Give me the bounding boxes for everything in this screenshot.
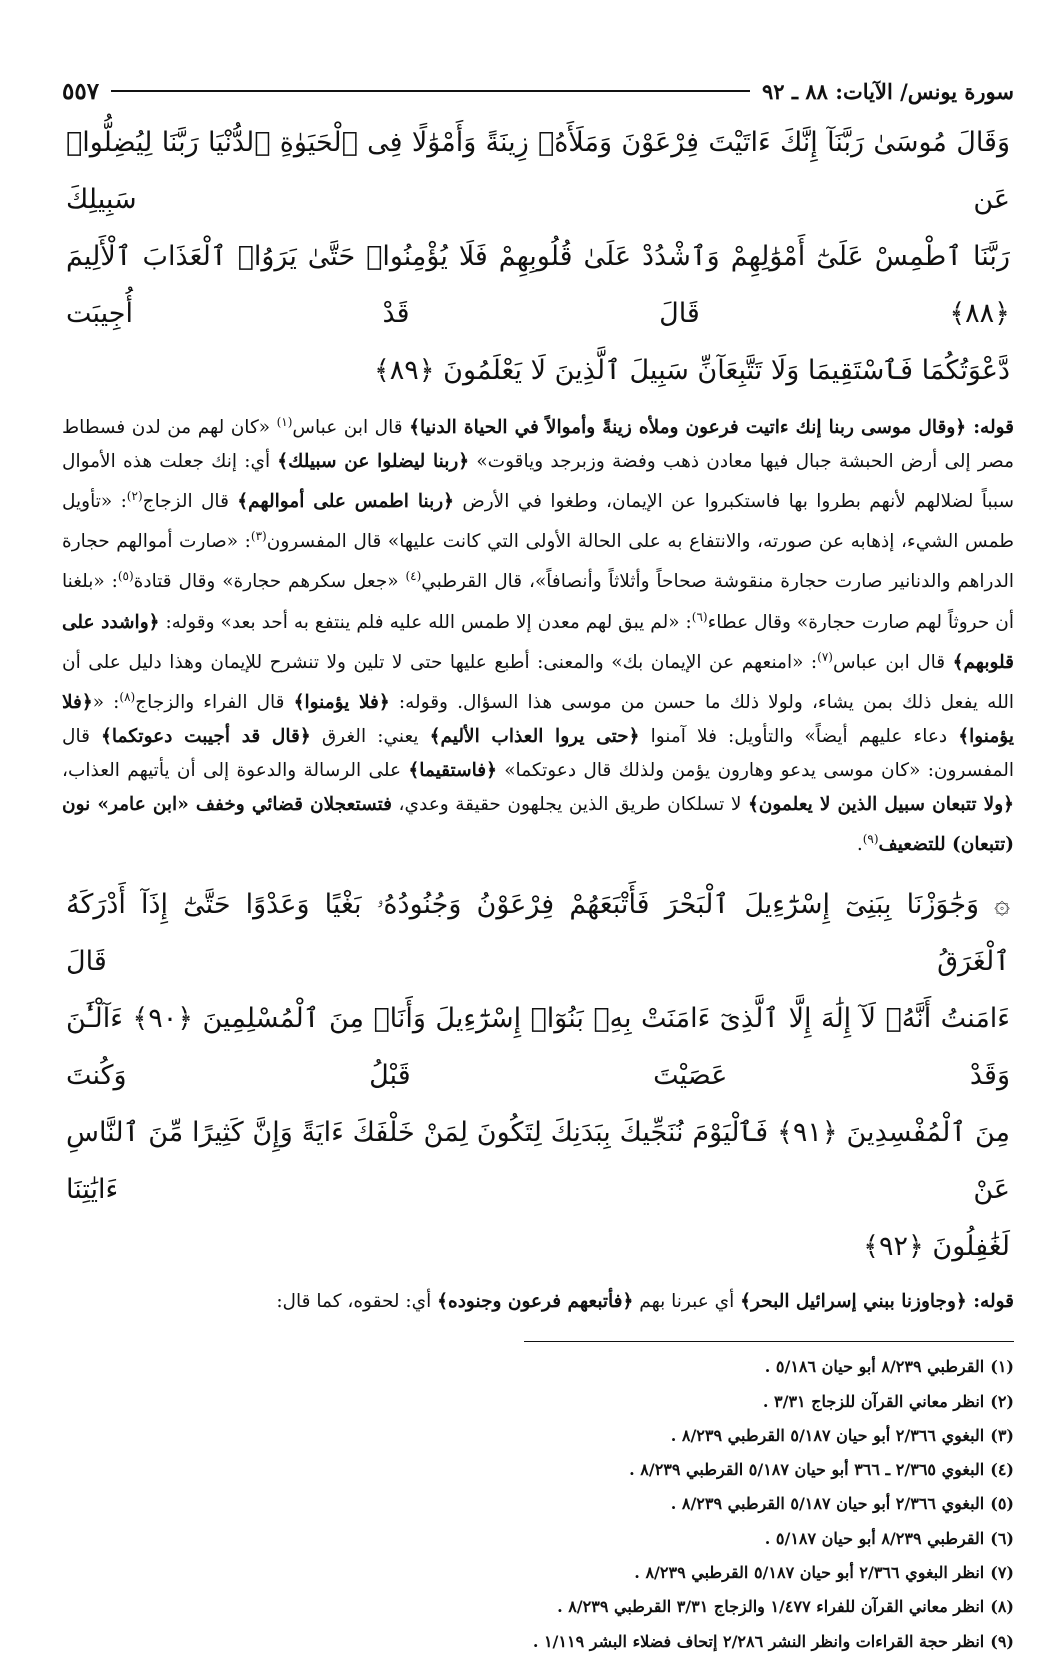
footnote-reference: (١) xyxy=(276,415,293,429)
footnote-number: (٤) xyxy=(990,1460,1014,1480)
footnote-reference: (٦) xyxy=(691,609,708,624)
quran-verses-88-89 xyxy=(66,114,1010,399)
footnote-number: (٩) xyxy=(990,1631,1014,1651)
footnote xyxy=(62,1453,1014,1487)
footnote-number: (٢) xyxy=(990,1391,1014,1411)
footnote-text: البغوي ٢/٣٦٦ أبو حيان ٥/١٨٧ القرطبي ٨/٢٣٩ . xyxy=(670,1425,985,1445)
footnote-number: (٥) xyxy=(990,1494,1014,1514)
commentary-text: . xyxy=(856,834,863,856)
commentary-text: قال المفسرون: «كان موسى يدعو وهارون يؤمن ولذلك قال دعوتكما» xyxy=(62,726,1014,782)
commentary-text: قال ابن عباس xyxy=(832,651,953,673)
bold-quote: ﴿واشدد على قلوبهم﴾ xyxy=(62,611,1015,673)
bold-quote: ﴿فلا يؤمنوا﴾ xyxy=(293,692,390,714)
footnote xyxy=(62,1350,1014,1384)
bold-quote: قوله: xyxy=(966,1291,1014,1313)
bold-quote: ﴿قال قد أجيبت دعوتكما﴾ xyxy=(101,726,311,748)
verse-line: ۞ وَجَٰوَزْنَا بِبَنِىٓ إِسْرَٰٓءِيلَ ٱلْبَحْرَ فَأَتْبَعَهُمْ فِرْعَوْنُ وَجُنُودُهُۥ بَغْيًا وَعَدْوًا حَتَّىٰٓ إِذَآ أَدْرَكَهُ ٱلْغَرَقُ قَالَ xyxy=(66,889,1010,978)
footnote-reference: (٩) xyxy=(862,832,879,847)
commentary-text: : « xyxy=(92,692,120,714)
bold-quote: ﴿فاستقيما﴾ xyxy=(408,760,497,782)
verse-line: رَبَّنَا ٱطْمِسْ عَلَىٰٓ أَمْوَٰلِهِمْ وَٱشْدُدْ عَلَىٰ قُلُوبِهِمْ فَلَا يُؤْمِنُوا۟ حَتَّىٰ يَرَوُا۟ ٱلْعَذَابَ ٱلْأَلِيمَ ﴿٨٨﴾ قَالَ قَدْ أُجِيبَت xyxy=(66,241,1010,329)
bold-quote: ﴿فأتبعهم فرعون وجنوده﴾ xyxy=(437,1291,634,1313)
footnote xyxy=(62,1590,1014,1624)
commentary-text: : «لم يبق لهم معدن إلا طمس الله عليه فلم ينتفع به أحد بعد» وقوله: xyxy=(159,611,692,633)
footnote xyxy=(62,1625,1014,1659)
footnote-number: (٣) xyxy=(990,1425,1014,1445)
commentary-text: : «صارت أموالهم حجارة الدراهم والدنانير صارت حجارة منقوشة صحاحاً وأثلاثاً وأنصافاً»، قال القرطبي xyxy=(62,531,1014,593)
bold-quote: ﴿ولا تتبعان سبيل الذين لا يعلمون﴾ xyxy=(747,794,1015,816)
footnote-text: انظر معاني القرآن للفراء ١/٤٧٧ والزجاج ٣/٣١ القرطبي ٨/٢٣٩ . xyxy=(557,1597,985,1617)
bold-quote: ﴿وقال موسى ربنا إنك ءاتيت فرعون وملأه زينةً وأموالاً في الحياة الدنيا﴾ xyxy=(409,417,967,439)
verse-line: مِنَ ٱلْمُفْسِدِينَ ﴿٩١﴾ فَٱلْيَوْمَ نُنَجِّيكَ بِبَدَنِكَ لِتَكُونَ لِمَنْ خَلْفَكَ ءَايَةً وَإِنَّ كَثِيرًا مِّنَ ٱلنَّاسِ عَنْ ءَايَٰتِنَا xyxy=(66,1117,1010,1206)
verse-line: ءَامَنتُ أَنَّهُۥ لَآ إِلَٰهَ إِلَّا ٱلَّذِىٓ ءَامَنَتْ بِهِۦ بَنُوٓا۟ إِسْرَٰٓءِيلَ وَأَنَا۠ مِنَ ٱلْمُسْلِمِينَ ﴿٩٠﴾ ءَآلْـَٰٔنَ وَقَدْ عَصَيْتَ قَبْلُ وَكُنتَ xyxy=(66,1003,1010,1092)
bold-quote: ﴿فلا يؤمنوا﴾ xyxy=(62,692,1015,748)
bold-quote: فتستعجلان قضائي وخفف «ابن عامر» نون (تتبعان) للتضعيف xyxy=(62,794,1014,856)
footnote-number: (٧) xyxy=(990,1563,1014,1583)
page-number: ٥٥٧ xyxy=(62,77,100,105)
commentary-text: أي: إنك جعلت هذه الأموال سبباً لضلالهم لأنهم بطروا بها فاستكبروا عن الإيمان، وطغوا في الأرض xyxy=(62,451,1014,513)
bold-quote: ﴿وجاوزنا ببني إسرائيل البحر﴾ xyxy=(740,1291,967,1313)
footnote-reference: (٨) xyxy=(119,689,136,704)
commentary-text: قال ابن عباس xyxy=(292,417,410,439)
commentary-text: : «بلغنا أن حروثاً لهم صارت حجارة» وقال عطاء xyxy=(62,571,1014,633)
bold-quote: ﴿ربنا ليضلوا عن سبيلك﴾ xyxy=(277,451,470,473)
commentary-text: «كان لهم من لدن فسطاط مصر إلى أرض الحبشة جبال فيها معادن ذهب وفضة وزبرجد وياقوت» xyxy=(62,417,1015,473)
footnote-number: (٨) xyxy=(990,1597,1014,1617)
footnote-reference: (٢) xyxy=(126,489,143,504)
bold-quote: قوله: xyxy=(966,417,1014,439)
commentary-text: أي عبرنا بهم xyxy=(633,1291,741,1313)
verse-line: لَغَٰفِلُونَ ﴿٩٢﴾ xyxy=(863,1231,1010,1263)
commentary-text: لا تسلكان طريق الذين يجلهون حقيقة وعدي، xyxy=(392,794,748,816)
footnote-reference: (٥) xyxy=(117,569,134,584)
commentary-text: دعاء عليهم أيضاً» والتأويل: فلا آمنوا xyxy=(639,726,959,748)
commentary-paragraph xyxy=(62,1285,1014,1319)
footnote-text: القرطبي ٨/٢٣٩ أبو حيان ٥/١٨٦ . xyxy=(764,1357,985,1377)
footnote-text: القرطبي ٨/٢٣٩ أبو حيان ٥/١٨٧ . xyxy=(764,1528,985,1548)
footnote-text: انظر حجة القراءات وانظر النشر ٢/٢٨٦ إتحاف فضلاء البشر ١/١١٩ . xyxy=(532,1631,985,1651)
footnote-text: انظر معاني القرآن للزجاج ٣/٣١ . xyxy=(762,1391,985,1411)
book-page xyxy=(62,70,1014,1659)
footnote-text: انظر البغوي ٢/٣٦٦ أبو حيان ٥/١٨٧ القرطبي ٨/٢٣٩ . xyxy=(634,1563,985,1583)
bold-quote: ﴿ربنا اطمس على أموالهم﴾ xyxy=(237,491,454,513)
verse-line: وَقَالَ مُوسَىٰ رَبَّنَآ إِنَّكَ ءَاتَيْتَ فِرْعَوْنَ وَمَلَأَهُۥ زِينَةً وَأَمْوَٰلًا فِى ٱلْحَيَوٰةِ ٱلدُّنْيَا رَبَّنَا لِيُضِلُّوا۟ عَن سَبِيلِكَ xyxy=(66,127,1010,215)
header-rule xyxy=(111,90,750,92)
footnote-rule xyxy=(524,1341,1014,1342)
commentary-text: : «تأويل طمس الشيء، إذهابه عن صورته، والانتفاع به على الحالة الأولى التي كانت عليها» قال المفسرون xyxy=(62,491,1015,553)
footnote-reference: (٣) xyxy=(250,529,267,544)
verse-line: دَّعْوَتُكُمَا فَٱسْتَقِيمَا وَلَا تَتَّبِعَآنِّ سَبِيلَ ٱلَّذِينَ لَا يَعْلَمُونَ ﴿٨٩﴾ xyxy=(373,355,1010,386)
commentary-text: «جعل سكرهم حجارة» وقال قتادة xyxy=(133,571,406,593)
footnote-number: (١) xyxy=(990,1357,1014,1377)
commentary-text: يعني: الغرق xyxy=(310,726,430,748)
commentary-text: أي: لحقوه، كما قال: xyxy=(276,1291,438,1313)
commentary-text: قال الفراء والزجاج xyxy=(135,692,294,714)
footnote-text: البغوي ٢/٣٦٥ ـ ٣٦٦ أبو حيان ٥/١٨٧ القرطبي ٨/٢٣٩ . xyxy=(629,1460,985,1480)
quran-verses-90-92 xyxy=(66,876,1010,1275)
footnote xyxy=(62,1522,1014,1556)
footnote xyxy=(62,1487,1014,1521)
surah-title: سورة يونس/ الآيات: ٨٨ ـ ٩٢ xyxy=(762,78,1014,104)
footnote xyxy=(62,1419,1014,1453)
commentary-text: قال الزجاج xyxy=(142,491,238,513)
commentary-paragraph xyxy=(62,405,1014,862)
bold-quote: ﴿حتى يروا العذاب الأليم﴾ xyxy=(429,726,640,748)
footnote xyxy=(62,1556,1014,1590)
page-header xyxy=(62,70,1014,112)
footnote-number: (٦) xyxy=(990,1528,1014,1548)
footnotes-list xyxy=(62,1350,1014,1659)
commentary-text: : «امنعهم عن الإيمان بك» والمعنى: أطبع عليها حتى لا تلين ولا تنشرح للإيمان وهذا دليل على أن الله يفعل ذلك بمن يشاء، ولولا ذلك ما حسن من موسى هذا السؤال. وقوله: xyxy=(62,651,1015,714)
footnote xyxy=(62,1385,1014,1419)
commentary-text: على الرسالة والدعوة إلى أن يأتيهم العذاب، xyxy=(62,760,409,782)
footnote-reference: (٧) xyxy=(817,649,833,664)
footnote-text: البغوي ٢/٣٦٦ أبو حيان ٥/١٨٧ القرطبي ٨/٢٣٩ . xyxy=(670,1494,985,1514)
footnote-reference: (٤) xyxy=(405,569,422,584)
